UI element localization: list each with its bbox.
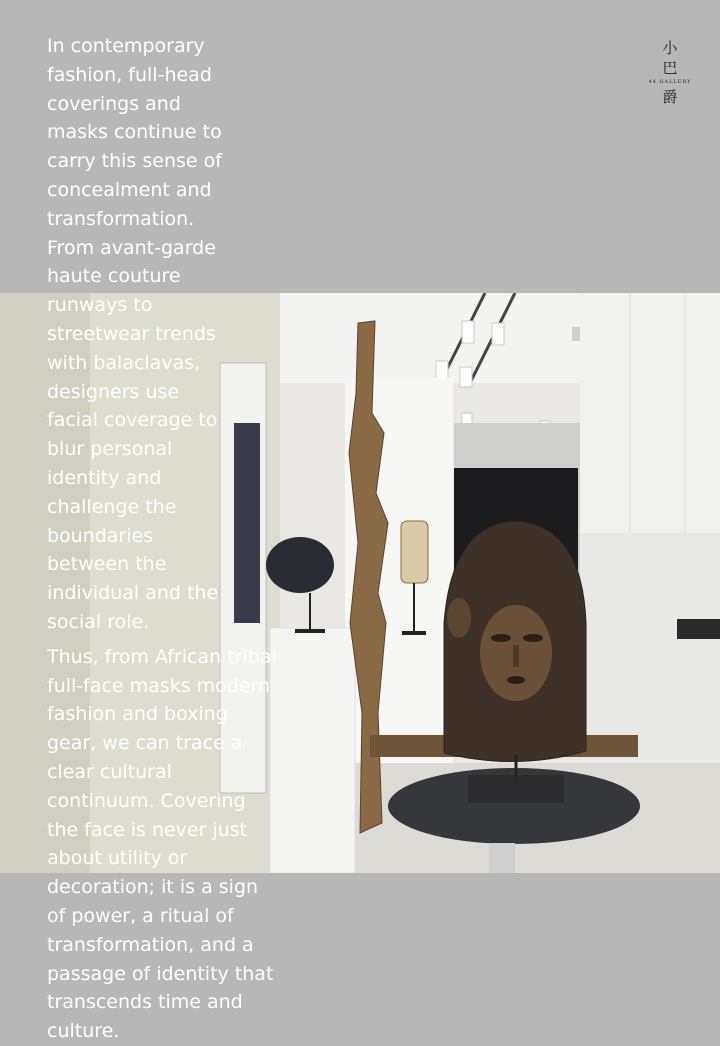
gallery-logo [646, 38, 694, 118]
logo-char-top: 小 [662, 39, 678, 57]
reception-counter-item [677, 619, 720, 639]
display-pedestal [270, 628, 355, 873]
logo-char-bottom: 爵 [662, 88, 678, 106]
article-paragraph-2: Thus, from African tribal full-face masks modern fashion and boxing gear, we can trace a clear cultural continuum. Covering the face is never just about utility or decoration; it is a sign of power, a ritual of transformation, and a passage of identity that transcends time and culture. [47, 645, 277, 1043]
article-text [47, 32, 282, 1046]
logo-gallery-label: 44 GALLERY [648, 79, 692, 85]
logo-char-middle: 巴 [662, 59, 678, 77]
small-mask [401, 521, 428, 583]
article-paragraph-1: In contemporary fashion, full-head coverings and masks continue to carry this sense of concealment and transformation. From avant-garde haute couture runways to streetwear trends with balaclavas, designers use facial coverage to blur personal identity and challenge the boundaries between the individual and the social role. [47, 35, 222, 633]
